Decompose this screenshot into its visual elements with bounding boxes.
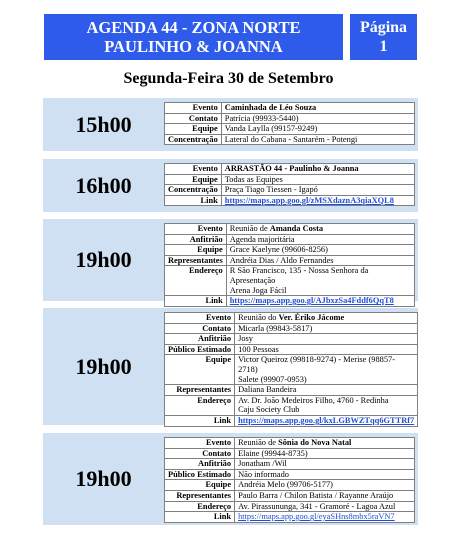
table-row	[165, 344, 418, 355]
team-line: Victor Queiroz (99818-9274) - Merise (98857-2718)	[238, 355, 396, 374]
row-label: Representantes	[165, 490, 235, 501]
row-label: Contato	[165, 113, 222, 124]
maps-link[interactable]: https://maps.app.goo.gl/zMSXdaznA3qiaXQL8	[224, 195, 394, 205]
event-time: 16h00	[75, 172, 132, 198]
table-row	[165, 334, 418, 345]
table-row	[165, 134, 415, 145]
row-label: Concentração	[165, 134, 222, 145]
event-name: Sônia do Nova Natal	[278, 438, 352, 447]
row-value: Vanda Laylla (99157-9249)	[221, 124, 414, 135]
row-value: Daliana Bandeira	[235, 385, 418, 396]
maps-link[interactable]: https://maps.app.goo.gl/AJbxzSa4Fddf6QqT8	[229, 296, 394, 306]
team-line: Salete (99907-0953)	[238, 374, 307, 384]
row-value: Jonatham /Wil	[235, 459, 415, 470]
row-value: Josy	[235, 334, 418, 345]
table-row	[165, 113, 415, 124]
row-label: Evento	[165, 438, 235, 449]
row-label: Equipe	[165, 124, 222, 135]
row-label: Contato	[165, 448, 235, 459]
event-name: Caminhada de Léo Souza	[221, 103, 414, 114]
row-value: Grace Kaelyne (99606-8256)	[226, 245, 414, 256]
row-label: Anfitrião	[165, 459, 235, 470]
event-block-3	[43, 219, 418, 306]
table-row	[165, 395, 418, 415]
page-number: 1	[379, 38, 388, 55]
table-row	[165, 385, 418, 396]
row-label: Público Estimado	[165, 469, 235, 480]
row-label: Representantes	[165, 255, 227, 266]
table-row	[165, 355, 418, 385]
event-block-1	[43, 98, 418, 151]
event-block-2	[43, 159, 418, 212]
row-value: Micarla (99843-5817)	[235, 323, 418, 334]
table-row	[165, 323, 418, 334]
event-time: 19h00	[75, 466, 132, 491]
table-row	[165, 124, 415, 135]
row-value: Av. Pirassununga, 341 - Gramoré - Lagoa Azul	[235, 501, 415, 512]
table-row	[165, 185, 415, 196]
agenda-title-banner	[44, 14, 343, 60]
row-label: Link	[165, 512, 235, 523]
row-value: Patrícia (99933-5440)	[221, 113, 414, 124]
table-row	[165, 164, 415, 175]
page-indicator-banner	[350, 14, 417, 60]
row-label: Representantes	[165, 385, 235, 396]
address-line: Av. Dr. João Medeiros Filho, 4760 - Redinha	[238, 395, 389, 405]
table-row	[165, 195, 415, 206]
row-label: Anfitrião	[165, 234, 227, 245]
event-name: ARRASTÃO 44 - Paulinho & Joanna	[221, 164, 414, 175]
table-row	[165, 174, 415, 185]
row-label: Evento	[165, 103, 222, 114]
row-label: Link	[165, 296, 227, 307]
table-row	[165, 313, 418, 324]
row-label: Evento	[165, 224, 227, 235]
row-label: Contato	[165, 323, 235, 334]
table-row	[165, 255, 415, 266]
row-value: Não informado	[235, 469, 415, 480]
agenda-title-line2: PAULINHO & JOANNA	[104, 37, 283, 56]
event-block-5	[43, 433, 418, 525]
row-label: Endereço	[165, 395, 235, 415]
row-value: Praça Tiago Tiessen - Igapó	[221, 185, 414, 196]
row-label: Equipe	[165, 480, 235, 491]
table-row	[165, 266, 415, 296]
event-prefix: Reunião de	[238, 438, 279, 447]
row-value: Andréia Dias / Aldo Fernandes	[226, 255, 414, 266]
event-block-4	[43, 308, 418, 425]
address-line: Arena Joga Fácil	[229, 285, 287, 295]
table-row	[165, 415, 418, 426]
row-value: Agenda majoritária	[226, 234, 414, 245]
table-row	[165, 480, 415, 491]
event-time: 19h00	[75, 247, 132, 272]
event-details-table	[164, 223, 415, 307]
row-label: Equipe	[165, 174, 222, 185]
table-row	[165, 469, 415, 480]
address-line: Caju Society Club	[238, 405, 300, 415]
event-name: Ver. Ériko Jácome	[278, 313, 345, 322]
table-row	[165, 448, 415, 459]
row-value: Paulo Barra / Chilon Batista / Rayanne Araújo	[235, 490, 415, 501]
table-row	[165, 459, 415, 470]
row-label: Link	[165, 415, 235, 426]
row-label: Evento	[165, 313, 235, 324]
row-label: Concentração	[165, 185, 222, 196]
row-value: Andréia Melo (99706-5177)	[235, 480, 415, 491]
event-details-table	[164, 102, 415, 145]
row-label: Evento	[165, 164, 222, 175]
row-label: Link	[165, 195, 222, 206]
row-label: Público Estimado	[165, 344, 235, 355]
table-row	[165, 224, 415, 235]
table-row	[165, 512, 415, 523]
table-row	[165, 296, 415, 307]
table-row	[165, 490, 415, 501]
event-prefix: Reunião de	[229, 224, 270, 233]
address-line: R São Francisco, 135 - Nossa Senhora da Apresentação	[229, 266, 369, 285]
row-label: Equipe	[165, 355, 235, 385]
event-details-table	[164, 163, 415, 206]
row-label: Endereço	[165, 501, 235, 512]
table-row	[165, 438, 415, 449]
event-time: 19h00	[75, 353, 132, 379]
row-value: Lateral do Cabana - Santarém - Potengi	[221, 134, 414, 145]
event-prefix: Reunião do	[238, 313, 279, 322]
row-label: Equipe	[165, 245, 227, 256]
event-details-table	[164, 437, 415, 523]
table-row	[165, 103, 415, 114]
maps-link[interactable]: https://maps.app.goo.gl/kxLGBWZTqq6GTTRf7	[238, 415, 415, 425]
row-value: Todas as Equipes	[221, 174, 414, 185]
event-details-table	[164, 312, 418, 427]
event-time: 15h00	[75, 111, 132, 137]
row-label: Anfitrião	[165, 334, 235, 345]
row-label: Endereço	[165, 266, 227, 296]
row-value: 100 Pessoas	[235, 344, 418, 355]
table-row	[165, 245, 415, 256]
agenda-date: Segunda-Feira 30 de Setembro	[123, 70, 334, 87]
table-row	[165, 234, 415, 245]
event-name: Amanda Costa	[269, 224, 324, 233]
row-value: Elaine (99944-8735)	[235, 448, 415, 459]
agenda-title-line1: AGENDA 44 - ZONA NORTE	[86, 18, 301, 37]
table-row	[165, 501, 415, 512]
maps-link[interactable]: https://maps.app.goo.gl/eyaSHns8mbx5raVN7	[238, 512, 395, 522]
page-label: Página	[359, 19, 408, 36]
